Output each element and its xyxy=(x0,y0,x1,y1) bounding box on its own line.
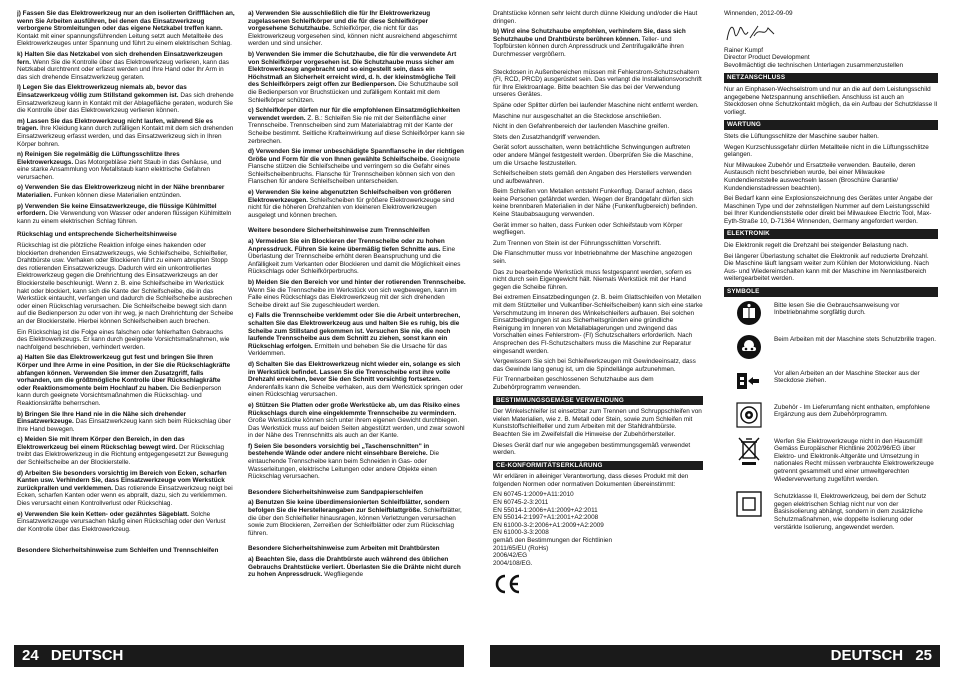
section-heading: Weitere besondere Sicherheitshinweise zum Trennschleifen xyxy=(248,227,430,235)
paragraph: Der Winkelschleifer ist einsetzbar zum Trennen und Schruppschleifen von vielen Materialien, wie z. B. Metall oder Stein, sowie zum Schleifen mit Kunststoffschleifteller und zum Arbeiten mit der Stahldrahtbürste. Beachten Sie im Zweifelsfall die Hinweise der Zubehörhersteller. xyxy=(493,408,702,438)
symbol-description: Zubehör - Im Lieferumfang nicht enthalten, empfohlene Ergänzung aus dem Zubehörprogramm. xyxy=(774,403,930,419)
paragraph: m) Lassen Sie das Elektrowerkzeug nicht laufen, während Sie es tragen. Ihre Kleidung kann durch zufälligen Kontakt mit dem sich drehenden Einsatzwerkzeug erfasst werden, und das Einsatzwerkzeug sich in Ihren Körper bohren. xyxy=(17,117,234,148)
paragraph: b) Verwenden Sie immer die Schutzhaube, die für die verwendete Art von Schleifkörper vorgesehen ist. Die Schutzhaube muss sicher am Elektrowerkzeug angebracht und so eingestellt sein, dass ein Höchstmaß an Sicherheit erreicht wird, d. h. der kleinstmögliche Teil des Schleifkörpers zeigt offen zur Bedienperson. Die Schutzhaube soll die Bedienperson vor Bruchstücken und zufälligem Kontakt mit dem Schleifkörper schützen. xyxy=(248,50,459,104)
read-manual-icon xyxy=(736,300,762,326)
section-heading: Besondere Sicherheitshinweise zum Schleifen und Trennschleifen xyxy=(17,547,219,555)
paragraph: p) Verwenden Sie keine Einsatzwerkzeuge, die flüssige Kühlmittel erfordern. Die Verwendung von Wasser oder anderen flüssigen Kühlmitteln kann zu einem elektrischen Schlag führen. xyxy=(17,202,232,225)
symbol-row xyxy=(724,300,938,326)
paragraph: b) Meiden Sie den Bereich vor und hinter der rotierenden Trennscheibe. Wenn Sie die Trennscheibe im Werkstück von sich wegbewegen, kann im Falle eines Rückschlags das Elektrowerkzeug mit der sich drehenden Scheibe direkt auf Sie zugeschleudert werden. xyxy=(248,279,466,309)
signer-name: Rainer Kumpf xyxy=(724,46,764,54)
declaration-date: Winnenden, 2012-09-09 xyxy=(724,10,793,17)
paragraph: c) Meiden Sie mit Ihrem Körper den Bereich, in den das Elektrowerkzeug bei einem Rückschlag bewegt wird. Der Rückschlag treibt das Elektrowerkzeug in die Richtung entgegengesetzt zur Bewegung der Schleifscheibe an der Blockierstelle. xyxy=(17,436,229,467)
column-3 xyxy=(493,10,703,640)
paragraph: a) Benutzen Sie keine überdimensionierten Schleifblätter, sondern befolgen Sie die Herstellerangaben zur Schleifblattgröße. Schleifblätter, die über den Schleifteller hinausragen, können Verletzungen verursachen sowie zum Blockieren, Zerreißen der Schleifblätter oder zum Rückschlag führen. xyxy=(248,499,462,537)
paragraph: d) Arbeiten Sie besonders vorsichtig im Bereich von Ecken, scharfen Kanten usw. Verhindern Sie, dass Einsatzwerkzeuge vom Werkstück zurückprallen und verklemmen. Das rotierende Einsatzwerkzeug neigt bei Ecken, scharfen Kanten oder wenn es abprallt, dazu, sich zu verklemmen. Dies verursacht einen Kontrollverlust oder Rückschlag. xyxy=(17,469,233,508)
paragraph: Zum Trennen von Stein ist der Führungsschlitten Vorschrift. xyxy=(493,239,662,247)
directive-item: 2004/108/EG. xyxy=(493,559,533,567)
language-label: DEUTSCH xyxy=(50,647,124,664)
paragraph: k) Halten Sie das Netzkabel von sich drehenden Einsatzwerkzeugen fern. Wenn Sie die Kontrolle über das Elektrowerkzeug verlieren, kann das Netzkabel durchtrennt oder erfasst werden und Ihre Hand oder Ihr Arm in das sich drehende Einsatzwerkzeug geraten. xyxy=(17,50,229,81)
paragraph: Maschine nur ausgeschaltet an die Steckdose anschließen. xyxy=(493,112,662,120)
paragraph: Die Flanschmutter muss vor Inbetriebnahme der Maschine angezogen sein. xyxy=(493,250,693,266)
paragraph: Die Elektronik regelt die Drehzahl bei steigender Belastung nach. xyxy=(724,242,909,250)
paragraph: Späne oder Splitter dürfen bei laufender Maschine nicht entfernt werden. xyxy=(493,101,699,109)
column-4 xyxy=(724,10,938,640)
section-header: ELEKTRONIK xyxy=(724,229,938,239)
directive-item: 2006/42/EG xyxy=(493,552,528,560)
symbol-row xyxy=(724,334,938,360)
paragraph: Nicht in den Gefahrenbereich der laufenden Maschine greifen. xyxy=(493,123,670,131)
paragraph: Rückschlag ist die plötzliche Reaktion infolge eines hakenden oder blockierten drehenden Einsatzwerkzeugs, wie Schleifscheibe, Schleifteller, Drahtbürste usw. Verhaken oder Blockieren führt zu einem abrupten Stopp des rotierenden Einsatzwerkzeugs. Dadurch wird ein unkontrolliertes Elektrowerkzeug gegen die Drehrichtung des Einsatzwerkzeugs an der Blockierstelle beschleunigt. Wenn z. B. eine Schleifscheibe im Werkstück hakt oder blockiert, kann sich die Kante der Schleifscheibe, die in das Werkstück eintaucht, verfangen und dadurch die Schleifscheibe ausbrechen oder einen Rückschlag verursachen. Die Schleifscheibe bewegt sich dann auf die Bedienperson zu oder von ihr weg, je nach Drehrichtung der Scheibe an der Blockierstelle. Hierbei können Schleifscheiben auch brechen. xyxy=(17,242,234,325)
page-number-left: 24 xyxy=(22,647,39,664)
paragraph: f) Seien Sie besonders vorsichtig bei „Taschenschnitten" in bestehende Wände oder andere nicht einsehbare Bereiche. Die eintauchende Trennscheibe kann beim Schneiden in Gas- oder Wasserleitungen, elektrische Leitungen oder andere Objekte einen Rückschlag verursachen. xyxy=(248,442,440,481)
symbol-row xyxy=(724,402,938,428)
accessory-icon xyxy=(736,402,762,428)
paragraph: d) Schalten Sie das Elektrowerkzeug nicht wieder ein, solange es sich im Werkstück befindet. Lassen Sie die Trennscheibe erst ihre volle Drehzahl erreichen, bevor Sie den Schnitt vorsichtig fortsetzen. Anderenfalls kann die Scheibe verhaken, aus dem Werkstück springen oder einen Rückschlag verursachen. xyxy=(248,360,463,399)
directive-list xyxy=(493,545,703,568)
language-label: DEUTSCH xyxy=(830,647,904,664)
paragraph: c) Schleifkörper dürfen nur für die empfohlenen Einsatzmöglichkeiten verwendet werden. Z. B.: Schleifen Sie nie mit der Seitenfläche einer Trennscheibe. Trennscheiben sind zum Materialabtrag mit der Kante der Scheibe bestimmt. Seitliche Krafteinwirkung auf diese Schleifkörper kann sie zerbrechen. xyxy=(248,107,465,145)
paragraph: a) Beachten Sie, dass die Drahtbürste auch während des üblichen Gebrauchs Drahtstücke verliert. Überlasten Sie die Drähte nicht durch zu hohen Anpressdruck. Wegfliegende xyxy=(248,556,461,579)
paragraph: Schleifscheiben stets gemäß den Angaben des Herstellers verwenden und aufbewahren. xyxy=(493,170,692,185)
symbol-description: Vor allen Arbeiten an der Maschine Stecker aus der Steckdose ziehen. xyxy=(774,369,920,385)
footer-right xyxy=(490,645,940,667)
ce-mark-icon xyxy=(493,573,703,598)
column-2 xyxy=(248,10,466,640)
section-header: NETZANSCHLUSS xyxy=(724,73,938,83)
crossed-bin-icon xyxy=(736,436,762,462)
norm-item: EN 55014-2:1997+A1:2001+A2:2008 xyxy=(493,514,599,522)
paragraph: Nur an Einphasen-Wechselstrom und nur an die auf dem Leistungsschild angegebene Netzspannung anschließen. Anschluss ist auch an Steckdosen ohne Schutzkontakt möglich, da ein Aufbau der Schutzklasse II vorliegt. xyxy=(724,85,938,116)
paragraph: e) Verwenden Sie keine abgenutzten Schleifscheiben von größeren Elektrowerkzeugen. Schleifscheiben für größere Elektrowerkzeuge sind nicht für die höheren Drehzahlen von kleineren Elektrowerkzeugen ausgelegt und können brechen. xyxy=(248,189,455,219)
signature-icon xyxy=(724,22,938,44)
section-header: BESTIMMUNGSGEMÄSE VERWENDUNG xyxy=(493,396,703,406)
paragraph: c) Falls die Trennscheibe verklemmt oder Sie die Arbeit unterbrechen, schalten Sie das Elektrowerkzeug aus und halten Sie es ruhig, bis die Scheibe zum Stillstand gekommen ist. Versuchen Sie nie, die noch laufende Trennscheibe aus dem Schnitt zu ziehen, sonst kann ein Rückschlag erfolgen. Ermitteln und beheben Sie die Ursache für das Verklemmen. xyxy=(248,312,461,358)
paragraph: j) Fassen Sie das Elektrowerkzeug nur an den isolierten Griffflächen an, wenn Sie Arbeiten ausführen, bei denen das Einsatzwerkzeug verborgene Stromleitungen oder das eigene Netzkabel treffen kann. Kontakt mit einer spannungsführenden Leitung setzt auch Metallteile des Elektrowerkzeuges unter Spannung und führt zu einem elektrischen Schlag. xyxy=(17,10,235,48)
paragraph: e) Verwenden Sie kein Ketten- oder gezähntes Sägeblatt. Solche Einsatzwerkzeuge verursachen häufig einen Rückschlag oder den Verlust der Kontrolle über das Elektrowerkzeug. xyxy=(17,510,226,533)
paragraph: a) Verwenden Sie ausschließlich die für Ihr Elektrowerkzeug zugelassenen Schleifkörper und die für diese Schleifkörper vorgesehene Schutzhaube. Schleifkörper, die nicht für das Elektrowerkzeug vorgesehen sind, können nicht ausreichend abgeschirmt werden und sind unsicher. xyxy=(248,10,457,48)
paragraph: Wegen Kurzschlussgefahr dürfen Metallteile nicht in die Lüftungsschlitze gelangen. xyxy=(724,143,929,159)
norm-list xyxy=(493,491,703,537)
page-number-right: 25 xyxy=(915,647,932,664)
norm-item: EN 60745-2-3:2011 xyxy=(493,499,549,507)
section-header: CE-KONFORMITÄTSERKLÄRUNG xyxy=(493,461,703,471)
paragraph: a) Vermeiden Sie ein Blockieren der Trennscheibe oder zu hohen Anpressdruck. Führen Sie keine übermäßig tiefen Schnitte aus. Eine Überlastung der Trennscheibe erhöht deren Beanspruchung und die Anfälligkeit zum Verkanten oder Blockieren und damit die Möglichkeit eines Rückschlags oder Schleifkörperbruchs. xyxy=(248,238,461,276)
paragraph: d) Verwenden Sie immer unbeschädigte Spannflansche in der richtigen Größe und Form für die von Ihnen gewählte Schleifscheibe. Geeignete Flansche stützen die Schleifscheibe und verringern so die Gefahr eines Schleifscheibenbruchs. Flansche für Trennscheiben können sich von den Flanschen für andere Schleifscheiben unterscheiden. xyxy=(248,148,464,186)
safety-goggles-icon xyxy=(736,334,762,360)
norm-item: EN 61000-3-3:2008 xyxy=(493,529,549,537)
paragraph: Beim Schleifen von Metallen entsteht Funkenflug. Darauf achten, dass keine Personen gefährdet werden. Wegen der Brandgefahr dürfen sich keine brennbaren Materialien in der Nähe (Funkenflugbereich) befinden. Keine Staubabsaugung verwenden. xyxy=(493,188,698,219)
protection-class-ii-icon xyxy=(736,491,762,517)
paragraph: Stets den Zusatzhandgriff verwenden. xyxy=(493,133,601,141)
paragraph: a) Halten Sie das Elektrowerkzeug gut fest und bringen Sie Ihren Körper und Ihre Arme in eine Position, in der Sie die Rückschlagkräfte abfangen können. Verwenden Sie immer den Zusatzgriff, falls vorhanden, um die größtmögliche Kontrolle über Rückschlagkräfte oder Reaktionsmomente beim Hochlauf zu haben. Die Bedienperson kann durch geeignete Vorsichtsmaßnahmen die Rückschlag- und Reaktionskräfte beherrschen. xyxy=(17,354,231,407)
symbol-description: Schutzklasse II, Elektrowerkzeug, bei dem der Schutz gegen elektrischen Schlag nicht nur von der Basisisolierung abhängt, sondern in dem zusätzliche Schutzmaßnahmen, wie doppelte Isolierung oder verstärkte Isolierung, angewendet werden. xyxy=(774,493,927,531)
directive-item: 2011/65/EU (RoHs) xyxy=(493,544,549,552)
paragraph: Dieses Gerät darf nur wie angegeben bestimmungsgemäß verwendet werden. xyxy=(493,441,691,457)
paragraph: l) Legen Sie das Elektrowerkzeug niemals ab, bevor das Einsatzwerkzeug völlig zum Stillstand gekommen ist. Das sich drehende Einsatzwerkzeug kann in Kontakt mit der Ablagefläche geraten, wodurch Sie die Kontrolle über das Elektrowerkzeug verlieren können. xyxy=(17,84,234,115)
symbol-row xyxy=(724,368,938,394)
paragraph: o) Verwenden Sie das Elektrowerkzeug nicht in der Nähe brennbarer Materialien. Funken können diese Materialien entzünden. xyxy=(17,184,225,200)
paragraph: Ein Rückschlag ist die Folge eines falschen oder fehlerhaften Gebrauchs des Elektrowerkzeugs. Er kann durch geeignete Vorsichtsmaßnahmen, wie nachfolgend beschrieben, verhindert werden. xyxy=(17,328,230,351)
paragraph: Steckdosen in Außenbereichen müssen mit Fehlerstrom-Schutzschaltern (FI, RCD, PRCD) ausgerüstet sein. Das verlangt die Installationsvorschrift für Ihre Elektroanlage. Bitte beachten Sie das bei der Verwendung unseres Gerätes. xyxy=(493,68,702,99)
paragraph: Nur Milwaukee Zubehör und Ersatzteile verwenden. Bauteile, deren Austausch nicht beschrieben wurde, bei einer Milwaukee Kundendienststelle auswechseln lassen (Broschüre Garantie/ Kundendienstadressen beachten). xyxy=(724,161,916,192)
footer-left xyxy=(14,645,464,667)
section-heading: Besondere Sicherheitshinweise zum Arbeiten mit Drahtbürsten xyxy=(248,545,440,553)
paragraph: gemäß den Bestimmungen der Richtlinien xyxy=(493,537,612,545)
section-header: WARTUNG xyxy=(724,120,938,130)
section-header: SYMBOLE xyxy=(724,287,938,297)
norm-item: EN 60745-1:2009+A11:2010 xyxy=(493,491,574,499)
paragraph: e) Stützen Sie Platten oder große Werkstücke ab, um das Risiko eines Rückschlags durch eine eingeklemmte Trennscheibe zu vermindern. Große Werkstücke können sich unter ihrem eigenen Gewicht durchbiegen. Das Werkstück muss auf beiden Seiten abgestützt werden, und zwar sowohl in der Nähe des Trennschnitts als auch an der Kante. xyxy=(248,401,465,440)
paragraph: Gerät sofort ausschalten, wenn beträchtliche Schwingungen auftreten oder andere Mängel festgestellt werden. Überprüfen Sie die Maschine, um die Ursache festzustellen. xyxy=(493,144,694,167)
paragraph: Stets die Lüftungsschlitze der Maschine sauber halten. xyxy=(724,132,879,140)
paragraph: Vergewissern Sie sich bei Schleifwerkzeugen mit Gewindeeinsatz, dass das Gewinde lang genug ist, um die Spindellänge aufzunehmen. xyxy=(493,358,696,373)
symbol-row xyxy=(724,436,938,484)
section-heading: Rückschlag und entsprechende Sicherheitshinweise xyxy=(17,231,177,239)
authorization-note: Bevollmächtigt die technischen Unterlagen zusammenzustellen xyxy=(724,61,904,69)
symbol-description: Werfen Sie Elektrowerkzeuge nicht in den Hausmüll! Gemäss Europäischer Richtlinie 2002/96/EG über Elektro- und Elektronik-Altgeräte und Umsetzung in nationales Recht müssen verbrauchte Elektrowerkzeuge getrennt gesammelt und einer umweltgerechten Wiederverwertung zugeführt werden. xyxy=(774,437,934,483)
paragraph: b) Wird eine Schutzhaube empfohlen, verhindern Sie, dass sich Schutzhaube und Drahtbürste berühren können. Teller- und Topfbürsten können durch Anpressdruck und Zentrifugalkräfte ihren Durchmesser vergrößern. xyxy=(493,28,686,58)
paragraph: b) Bringen Sie Ihre Hand nie in die Nähe sich drehender Einsatzwerkzeuge. Das Einsatzwerkzeug kann sich beim Rückschlag über Ihre Hand bewegen. xyxy=(17,410,231,433)
paragraph: Wir erklären in alleiniger Verantwortung, dass dieses Produkt mit den folgenden Normen oder normativen Dokumenten übereinstimmt: xyxy=(493,473,689,488)
symbol-description: Bitte lesen Sie die Gebrauchsanweisung vor Inbetriebnahme sorgfältig durch. xyxy=(774,301,900,317)
paragraph: Gerät immer so halten, dass Funken oder Schleifstaub vom Körper wegfliegen. xyxy=(493,221,683,237)
paragraph: Bei extremen Einsatzbedingungen (z. B. beim Glattschleifen von Metallen mit dem Stützteller und Vulkanfiber-Schleifscheiben) kann sich eine starke Verschmutzung im Inneren des Winkelschleifers aufbauen. Bei solchen Einsatzbedingungen ist aus Sicherheitsgründen eine gründliche Reinigung im Inneren von Metallablagerungen und zwingend das Vorschalten eines Fehlerstrom- (FI) Schutzschalters erforderlich. Nach Ansprechen des FI-Schutzschalters muss die Maschine zur Reparatur eingesandt werden. xyxy=(493,294,703,355)
norm-item: EN 61000-3-2:2006+A1:2009+A2:2009 xyxy=(493,521,604,529)
column-1 xyxy=(17,10,235,640)
paragraph: Das zu bearbeitende Werkstück muss festgespannt werden, sofern es nicht durch sein Eigengewicht hält. Niemals Werkstück mit der Hand gegen die Scheibe führen. xyxy=(493,268,692,291)
unplug-icon xyxy=(736,368,762,394)
symbol-row xyxy=(724,491,938,531)
symbol-description: Beim Arbeiten mit der Maschine stets Schutzbrille tragen. xyxy=(774,335,936,343)
paragraph: Bei Bedarf kann eine Explosionszeichnung des Gerätes unter Angabe der Maschinen Type und der zehnstelligen Nummer auf dem Leistungsschild bei Ihrer Kundendienststelle oder direkt bei Milwaukee Electric Tool, Max-Eyth-Straße 10, D-71364 Winnenden, Germany angefordert werden. xyxy=(724,195,933,225)
paragraph: Drahtstücke können sehr leicht durch dünne Kleidung und/oder die Haut dringen. xyxy=(493,10,698,25)
norm-item: EN 55014-1:2006+A1:2009+A2:2011 xyxy=(493,506,598,514)
paragraph: n) Reinigen Sie regelmäßig die Lüftungsschlitze Ihres Elektrowerkzeugs. Das Motorgebläse zieht Staub in das Gehäuse, und eine starke Ansammlung von Metallstaub kann elektrische Gefahren verursachen. xyxy=(17,151,222,181)
paragraph: Für Trennarbeiten geschlossenen Schutzhaube aus dem Zubehörprogramm verwenden. xyxy=(493,376,654,391)
paragraph: Bei längerer Überlastung schaltet die Elektronik auf reduzierte Drehzahl. Die Maschine läuft langsam weiter zum Kühlen der Motorwicklung. Nach Aus- und Wiedereinschalten kann mit der Maschine im Nennlastbereich weitergearbeitet werden. xyxy=(724,252,929,283)
section-heading: Besondere Sicherheitshinweise zum Sandpapierschleifen xyxy=(248,488,424,496)
signer-role: Director Product Development xyxy=(724,54,810,62)
